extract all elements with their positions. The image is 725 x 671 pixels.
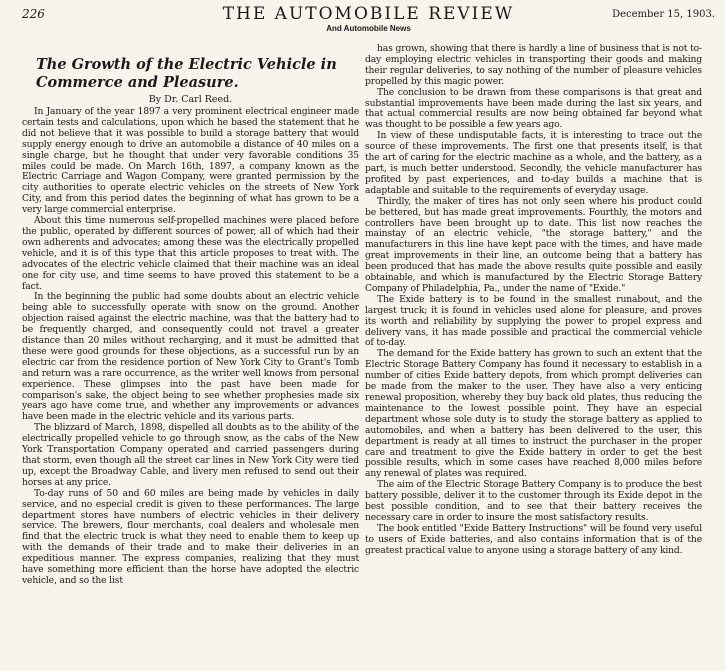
article-body xyxy=(22,44,715,587)
page-header xyxy=(22,4,715,44)
paragraph: In view of these undisputable facts, it is interesting to trace out the source of these improvements. The first one that presents itself, is that the art of caring for the electric machine as a whole, and the battery, as a part, is much better understood. Secondly, the vehicle manufacturer has profited by past experiences, and to-day builds a machine that is adaptable and suitable to the requirements of everyday usage. xyxy=(365,130,702,196)
page-number: 226 xyxy=(22,7,45,21)
journal-subtitle: And Automobile News xyxy=(326,24,411,33)
right-column xyxy=(365,44,702,587)
article-title: The Growth of the Electric Vehicle in Commerce and Pleasure. xyxy=(36,56,337,91)
paragraph: To-day runs of 50 and 60 miles are being made by vehicles in daily service, and no especial credit is given to these performances. The large department stores have numbers of electric vehicles in their delivery service. The brewers, flour merchants, coal dealers and wholesale men find that the electric truck is what they need to enable them to keep up with the demands of their trade and to make their deliveries in an expeditious manner. The express companies, realizing that they must have something more efficient than the horse have adopted the electric vehicle, and so the list xyxy=(22,487,359,586)
paragraph: The demand for the Exide battery has grown to such an extent that the Electric Storage Battery Company has found it necessary to establish in a number of cities Exide battery depots, from which prompt deliveries can be made from the maker to the user. They have also a very enticing renewal proposition, whereby they buy back old plates, thus reducing the maintenance to the lowest possible point. They have an especial department whose sole duty is to study the storage battery as applied to automobiles, and when a battery has been delivered to the user, this department is ready at all times to instruct the purchaser in the proper care and treatment to give the Exide battery in order to get the best possible results, which in some cases have reached 8,000 miles before any renewal of plates was required. xyxy=(365,348,702,480)
paragraph: The aim of the Electric Storage Battery Company is to produce the best battery possible, deliver it to the customer through its Exide depot in the best possible condition, and to see that their battery receives the necessary care in order to insure the most satisfactory results. xyxy=(365,479,702,523)
paragraph: Thirdly, the maker of tires has not only seen where his product could be bettered, but has made great improvements. Fourthly, the motors and controllers have been brought up to date. This list now reaches the mainstay of an electric vehicle, "the storage battery," and the manufacturers in this line have kept pace with the times, and have made great improvements in their line, an outcome being that a battery has been produced that has made the above results quite possible and easily obtainable, and which is manufactured by the Electric Storage Battery Company of Philadelphia, Pa., under the name of "Exide." xyxy=(365,195,702,294)
journal-title: THE AUTOMOBILE REVIEW xyxy=(222,4,515,24)
issue-date: December 15, 1903. xyxy=(612,9,715,20)
left-column xyxy=(22,44,359,587)
paragraph: In January of the year 1897 a very prominent electrical engineer made certain tests and calculations, upon which he based the statement that he did not believe that it was possible to build a storage battery that would supply energy enough to drive an automobile a distance of 40 miles on a single charge, but he thought that under very favorable conditions 35 miles could be made. On March 16th, 1897, a company known as the Electric Carriage and Wagon Company, were granted permission by the city authorities to operate electric vehicles on the streets of New York City, and from this period dates the beginning of what has grown to be a very large commercial enterprise. xyxy=(22,106,359,216)
paragraph: The conclusion to be drawn from these comparisons is that great and substantial improvements have been made during the last six years, and that actual commercial results are now being obtained far beyond what was thought to be possible a few years ago. xyxy=(365,86,702,131)
paragraph: has grown, showing that there is hardly a line of business that is not to-day employing electric vehicles in transporting their goods and making their regular deliveries, to say nothing of the number of pleasure vehicles propelled by this magic power. xyxy=(365,44,702,87)
paragraph: About this time numerous self-propelled machines were placed before the public, operated by different sources of power, all of which had their own adherents and advocates; among these was the electrically propelled vehicle, and it is of this type that this article proposes to treat with. The advocates of the electric vehicle claimed that their machine was an ideal one for city use, and time seems to have proved this statement to be a fact. xyxy=(22,215,359,292)
paragraph: The Exide battery is to be found in the smallest runabout, and the largest truck; it is found in vehicles used alone for pleasure, and proves its worth and reliability by supplying the power to propel express and delivery vans, it has made possible and practical the commercial vehicle of to-day. xyxy=(365,293,702,349)
paragraph: The book entitled "Exide Battery Instructions" will be found very useful to users of Exide batteries, and also contains information that is of the greatest practical value to anyone using a storage battery of any kind. xyxy=(365,522,702,556)
paragraph: In the beginning the public had some doubts about an electric vehicle being able to successfully operate with snow on the ground. Another objection raised against the electric machine, was that the battery had to be frequently charged, and consequently could not travel a greater distance than 20 miles without recharging, and it must be admitted that these were good grounds for these objections, as a successful run by an electric car from the residence portion of New York City to Grant's Tomb and return was a rare occurrence, as the writer well knows from personal experience. These glimpses into the past have been made for comparison's sake, the object being to see whether prophesies made six years ago have come true, and whether any improvements or advances have been made in the electric vehicle and its various parts. xyxy=(22,291,359,423)
paragraph: The blizzard of March, 1898, dispelled all doubts as to the ability of the electrically propelled vehicle to go through snow, as the cabs of the New York Transportation Company operated and carried passengers during that storm, even though all the street car lines in New York City were tied up, except the Broadway Cable, and livery men refused to send out their horses at any price. xyxy=(22,422,359,488)
masthead xyxy=(22,4,715,34)
article-byline: By Dr. Carl Reed. xyxy=(148,94,233,105)
